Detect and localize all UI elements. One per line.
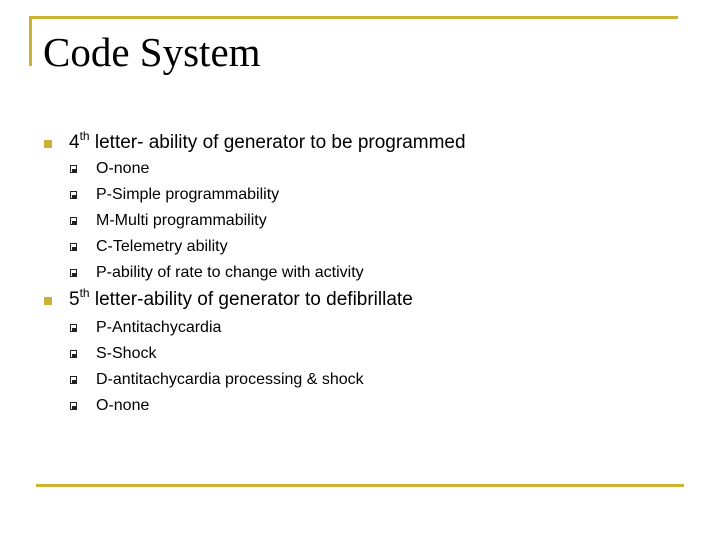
checkbox-bullet-icon xyxy=(70,324,77,332)
bullet-number: 4 xyxy=(69,132,80,153)
bullet-number: 5 xyxy=(69,289,80,310)
list-item: O-none xyxy=(96,397,150,414)
bullet-5th-letter xyxy=(69,285,413,311)
list-item: D-antitachycardia processing & shock xyxy=(96,371,364,388)
list-item: P-ability of rate to change with activity xyxy=(96,264,364,281)
list-item: C-Telemetry ability xyxy=(96,238,228,255)
frame-bottom-rule xyxy=(36,484,684,487)
list-item: P-Simple programmability xyxy=(96,186,280,203)
square-bullet-icon xyxy=(44,140,52,148)
bullet-ordinal-suffix: th xyxy=(79,285,90,300)
frame-left-rule xyxy=(29,16,32,66)
checkbox-bullet-icon xyxy=(70,376,77,384)
checkbox-bullet-icon xyxy=(70,402,77,410)
checkbox-bullet-icon xyxy=(70,165,77,173)
bullet-text: letter- ability of generator to be programmed xyxy=(89,132,466,153)
square-bullet-icon xyxy=(44,297,52,305)
frame-top-rule xyxy=(29,16,678,19)
checkbox-bullet-icon xyxy=(70,269,77,277)
slide-title: Code System xyxy=(43,29,261,75)
checkbox-bullet-icon xyxy=(70,191,77,199)
list-item: M-Multi programmability xyxy=(96,212,267,229)
checkbox-bullet-icon xyxy=(70,243,77,251)
list-item: O-none xyxy=(96,160,150,177)
checkbox-bullet-icon xyxy=(70,217,77,225)
list-item: P-Antitachycardia xyxy=(96,319,222,336)
bullet-4th-letter xyxy=(69,128,466,154)
list-item: S-Shock xyxy=(96,345,157,362)
bullet-ordinal-suffix: th xyxy=(79,128,90,143)
checkbox-bullet-icon xyxy=(70,350,77,358)
bullet-text: letter-ability of generator to defibrillate xyxy=(89,289,413,310)
